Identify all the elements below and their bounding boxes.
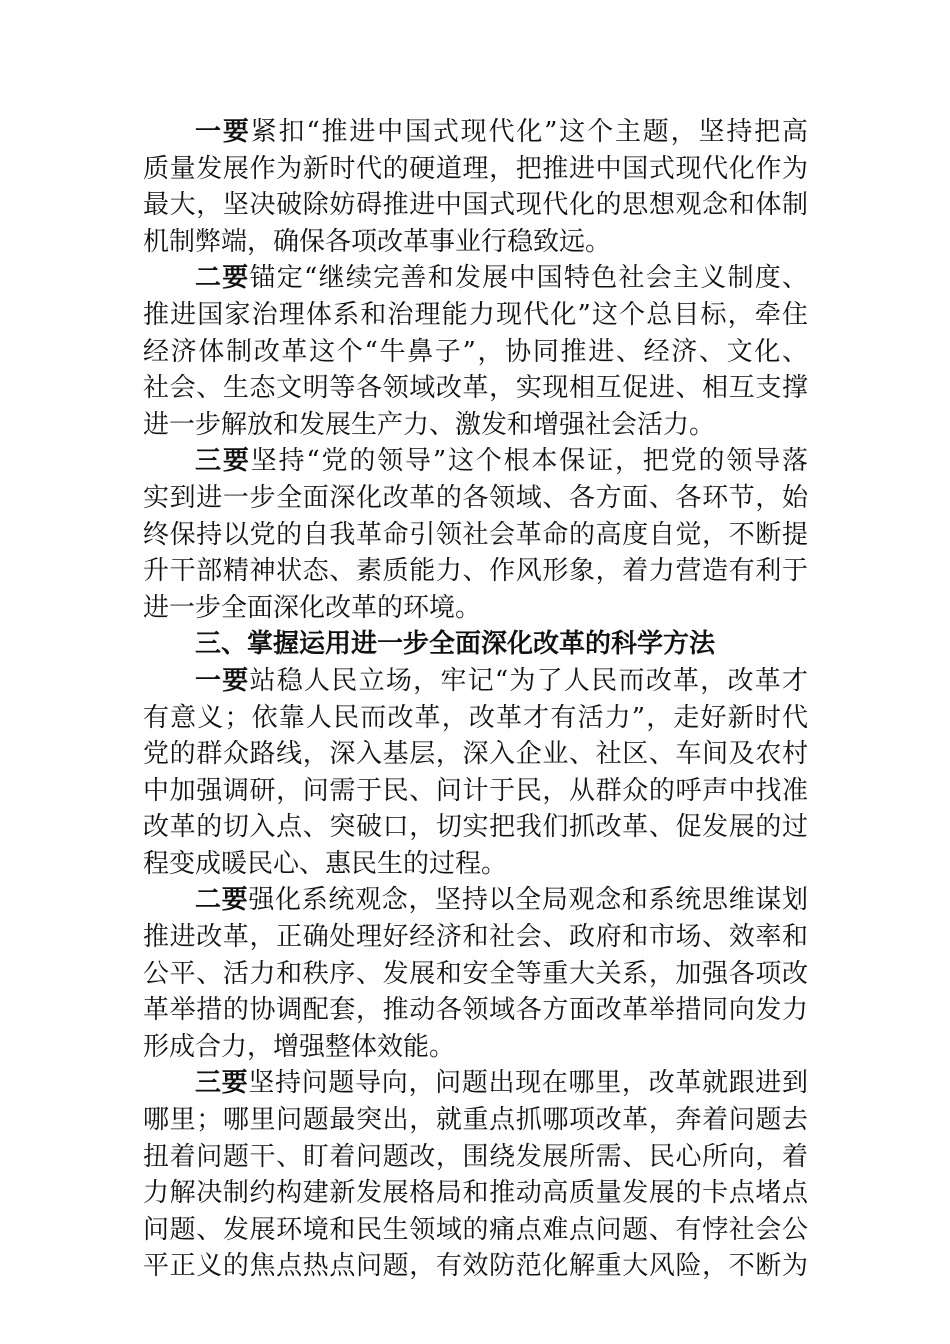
line-text: 紧扣“推进中国式现代化”这个主题，坚持把高 [250,117,808,147]
paragraph-line [143,443,808,480]
line-text: 强化系统观念，坚持以全局观念和系统思维谋划 [248,885,808,916]
paragraph-line: 经济体制改革这个“牛鼻子”，协同推进、经济、文化、 [143,336,808,367]
paragraph-problem-oriented [143,1065,808,1285]
line-text: 坚持“党的领导”这个根本保证，把党的领导落 [250,446,808,477]
paragraph-line: 形成合力，增强整体效能。 [143,1031,456,1062]
paragraph-line: 哪里；哪里问题最突出，就重点抓哪项改革，奔着问题去 [143,1105,808,1136]
paragraph-line: 问题、发展环境和民生领域的痛点难点问题、有悖社会公 [143,1214,808,1245]
paragraph-line: 力解决制约构建新发展格局和推动高质量发展的卡点堵点 [143,1178,808,1209]
paragraph-line: 推进国家治理体系和治理能力现代化”这个总目标，牵住 [143,299,808,330]
paragraph-line: 推进改革，正确处理好经济和社会、政府和市场、效率和 [143,922,808,953]
paragraph-stand-with-people [143,663,808,883]
paragraph-line: 机制弊端，确保各项改革事业行稳致远。 [143,226,612,257]
paragraph-lead: 三要 [195,446,251,477]
paragraph-line: 有意义；依靠人民而改革，改革才有活力”，走好新时代 [143,702,808,733]
paragraph-third-requirement [143,443,808,626]
paragraph-line: 平正义的焦点热点问题，有效防范化解重大风险，不断为 [143,1251,808,1282]
paragraph-line: 实到进一步全面深化改革的各领域、各方面、各环节，始 [143,482,808,513]
paragraph-line [143,260,808,297]
paragraph-line [143,1065,808,1102]
paragraph-line: 公平、活力和秩序、发展和安全等重大关系，加强各项改 [143,958,808,989]
paragraph-line: 最大，坚决破除妨碍推进中国式现代化的思想观念和体制 [143,190,808,221]
line-text: 坚持问题导向，问题出现在哪里，改革就跟进到 [248,1068,808,1099]
paragraph-line: 进一步全面深化改革的环境。 [143,592,482,623]
paragraph-line: 扭着问题干、盯着问题改，围绕发展所需、民心所向，着 [143,1141,808,1172]
line-text: 锚定“继续完善和发展中国特色社会主义制度、 [249,263,808,294]
document-body [143,114,808,1285]
paragraph-line [143,882,808,919]
paragraph-line [143,663,808,700]
paragraph-line: 党的群众路线，深入基层，深入企业、社区、车间及农村 [143,739,808,770]
paragraph-line: 革举措的协调配套，推动各领域各方面改革举措同向发力 [143,995,808,1026]
section-heading: 三、掌握运用进一步全面深化改革的科学方法 [195,629,716,660]
paragraph-line: 改革的切入点、突破口，切实把我们抓改革、促发展的过 [143,812,808,843]
paragraph-line: 进一步解放和发展生产力、激发和增强社会活力。 [143,409,716,440]
paragraph-lead: 二要 [195,885,249,916]
paragraph-line: 中加强调研，问需于民、问计于民，从群众的呼声中找准 [143,775,808,806]
paragraph-lead: 三要 [195,1068,249,1099]
paragraph-systems-thinking [143,882,808,1065]
paragraph-line: 质量发展作为新时代的硬道理，把推进中国式现代化作为 [143,153,808,184]
paragraph-second-requirement [143,260,808,443]
paragraph-lead: 一要 [195,665,250,696]
line-text: 站稳人民立场，牢记“为了人民而改革，改革才 [249,665,808,696]
paragraph-lead: 二要 [195,263,250,294]
paragraph-first-requirement [143,114,808,260]
paragraph-lead: 一要 [195,117,251,147]
paragraph-line: 社会、生态文明等各领域改革，实现相互促进、相互支撑 [143,373,808,404]
paragraph-line: 程变成暖民心、惠民生的过程。 [143,848,508,879]
paragraph-line [143,114,808,151]
paragraph-line: 终保持以党的自我革命引领社会革命的高度自觉，不断提 [143,519,808,550]
paragraph-line: 升干部精神状态、素质能力、作风形象，着力营造有利于 [143,556,808,587]
